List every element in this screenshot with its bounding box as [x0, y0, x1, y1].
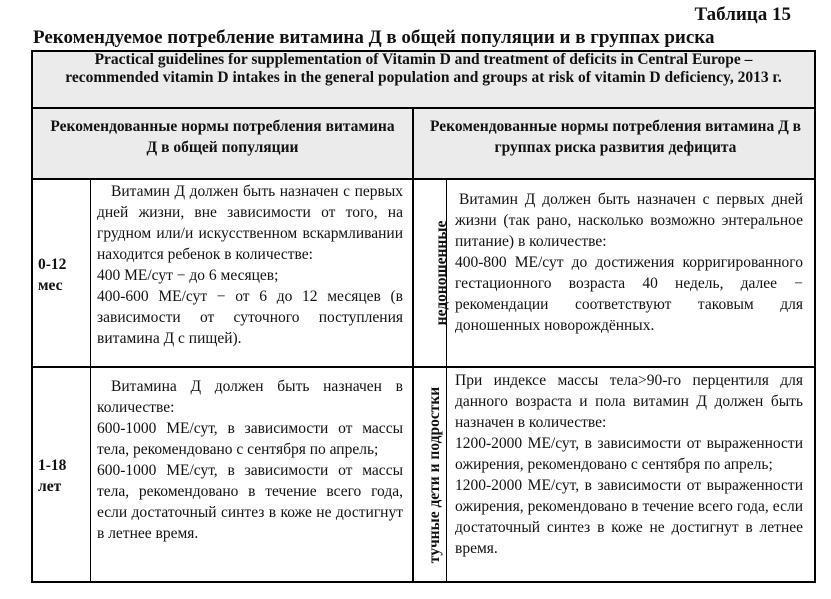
- table-caption: Рекомендуемое потребление витамина Д в общей популяции и в группах риска: [33, 27, 715, 48]
- general-row1-dose2: 400-600 МЕ/сут − от 6 до 12 месяцев (в зависимости от суточного поступления витамина Д с пищей).: [97, 288, 403, 347]
- age-column-divider: [90, 179, 91, 583]
- risk-row2-dose2: 1200-2000 МЕ/сут, в зависимости от выраженности ожирения, рекомендовано в течение всего года, если достаточный синтез в коже не достигнут в летнее время.: [455, 477, 803, 557]
- risk-group-obese: тучные дети и подростки: [426, 386, 443, 564]
- risk-row2-intro: При индексе массы тела>90-го перцентиля для данного возраста и пола витамин Д должен быть назначен в количестве:: [455, 372, 803, 431]
- general-population-header: Рекомендованные нормы потребления витамина Д в общей популяции: [50, 118, 395, 156]
- general-row2-text: [97, 376, 403, 544]
- recommendations-table: [31, 50, 816, 583]
- age-label-0-12: 0-12 мес: [38, 256, 67, 294]
- age-label-1-18: 1-18 лет: [38, 457, 67, 495]
- risk-groups-header: Рекомендованные нормы потребления витамина Д в группах риска развития дефицита: [430, 118, 801, 156]
- risk-row2-dose1: 1200-2000 МЕ/сут, в зависимости от выраженности ожирения, рекомендовано с сентября по апрель;: [455, 435, 803, 473]
- general-row1-dose1: 400 МЕ/сут − до 6 месяцев;: [97, 267, 279, 284]
- general-row2-dose1: 600-1000 МЕ/сут, в зависимости от массы тела, рекомендовано с сентября по апрель;: [97, 420, 403, 458]
- risk-row1-intro: Витамин Д должен быть назначен с первых дней жизни (так рано, насколько возможно энтеральное питание) в количестве:: [455, 191, 803, 250]
- risk-group-premature: недоношенные: [433, 220, 450, 326]
- table-border-left: [31, 50, 33, 583]
- table-number: Таблица 15: [694, 4, 791, 25]
- risk-row2-text: [455, 370, 803, 559]
- general-row2-dose2: 600-1000 МЕ/сут, в зависимости от массы тела, рекомендовано в течение всего года, если достаточный синтез в коже не достигнут в летнее время.: [97, 462, 403, 542]
- general-row1-text: [97, 181, 403, 349]
- general-row1-intro: Витамин Д должен быть назначен с первых дней жизни, вне зависимости от того, на грудном или/и искусственном вскармливании находится ребенок в количестве:: [97, 183, 403, 263]
- general-row2-intro: Витамина Д должен быть назначен в количестве:: [97, 378, 403, 416]
- main-column-divider: [412, 108, 414, 583]
- title-divider: [31, 107, 816, 109]
- header-divider: [31, 178, 816, 180]
- risk-row1-text: [455, 189, 803, 336]
- english-title: Practical guidelines for supplementation of Vitamin D and treatment of deficits in Central Europe – recommended vitamin D intakes in the general population and groups at risk of vitamin D deficiency, 2013 г.: [65, 51, 782, 86]
- table-border-right: [814, 50, 816, 583]
- risk-row1-dose: 400-800 МЕ/сут до достижения корригированного гестационного возраста 40 недель, далее − рекомендации соответствуют таковым для доношенных новорождённых.: [455, 254, 803, 334]
